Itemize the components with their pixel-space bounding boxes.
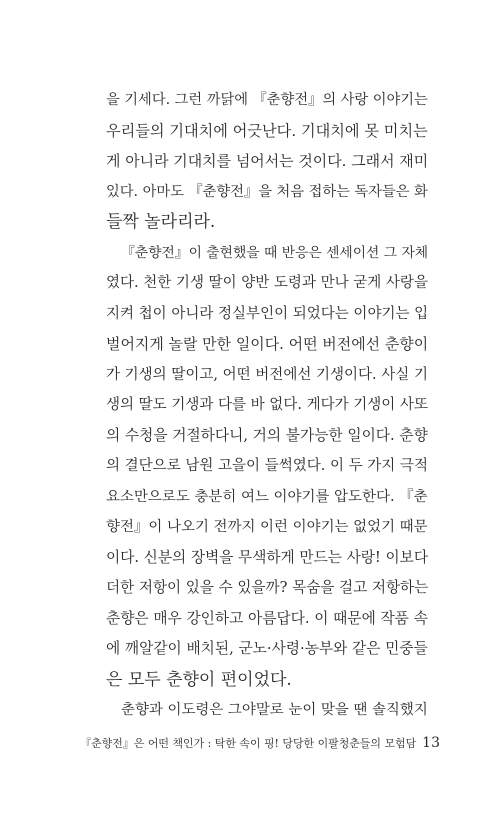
body-line-1: 을 기세다. 그런 까닭에 『춘향전』의 사랑 이야기는 [106, 92, 428, 108]
body-line-14: 요소만으로도 충분히 여느 이야기를 압도한다. 『춘 [106, 489, 428, 505]
body-line-11: 생의 딸도 기생과 다를 바 없다. 게다가 기생이 사또 [106, 397, 428, 413]
body-line-12: 의 수청을 거절하다니, 거의 불가능한 일이다. 춘향 [106, 427, 428, 444]
body-line-15: 향전』이 나오기 전까지 이런 이야기는 없었기 때문 [106, 519, 428, 535]
body-line-6: 『춘향전』이 출현했을 때 반응은 센세이션 그 자체 [121, 245, 429, 261]
body-line-5: 들짝 놀라리라. [106, 212, 216, 232]
body-line-20: 은 모두 춘향이 편이었다. [106, 670, 292, 690]
body-line-21: 춘향과 이도령은 그야말로 눈이 맞을 땐 솔직했지 [121, 702, 428, 718]
body-line-3: 게 아니라 기대치를 넘어서는 것이다. 그래서 재미 [106, 152, 429, 170]
running-footer [80, 735, 440, 752]
body-line-2: 우리들의 기대치에 어긋난다. 기대치에 못 미치는 [106, 122, 428, 140]
body-line-10: 가 기생의 딸이고, 어떤 버전에선 기생이다. 사실 기 [106, 367, 428, 383]
body-line-16: 이다. 신분의 장벽을 무색하게 만드는 사랑! 이보다 [106, 549, 429, 566]
page-number: 13 [422, 735, 440, 751]
body-line-4: 있다. 아마도 『춘향전』을 처음 접하는 독자들은 화 [106, 184, 428, 200]
body-line-18: 춘향은 매우 강인하고 아름답다. 이 때문에 작품 속 [106, 610, 428, 627]
body-line-19: 에 깨알같이 배치된, 군노·사령·농부와 같은 민중들 [106, 640, 428, 657]
body-line-8: 지켜 첩이 아니라 정실부인이 되었다는 이야기는 입 [106, 306, 429, 322]
body-line-9: 벌어지게 놀랄 만한 일이다. 어떤 버전에선 춘향이 [106, 335, 429, 353]
body-line-7: 였다. 천한 기생 딸이 양반 도령과 만나 굳게 사랑을 [106, 275, 428, 291]
body-line-17: 더한 저항이 있을 수 있을까? 목숨을 걸고 저항하는 [106, 579, 429, 596]
body-line-13: 의 결단으로 남원 고을이 들썩였다. 이 두 가지 극적 [106, 458, 428, 474]
running-title: 『춘향전』은 어떤 책인가 : 탁한 속이 핑! 당당한 이팔청춘들의 모험담 [80, 737, 417, 750]
